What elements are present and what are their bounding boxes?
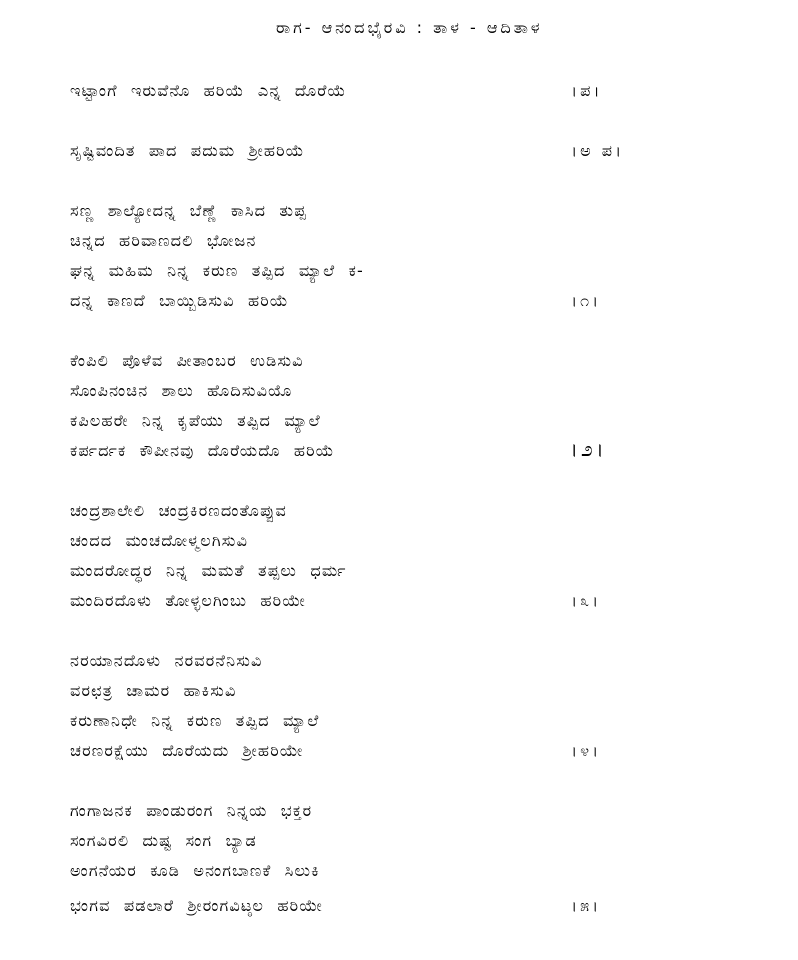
charana-2-line-3: ಕಪಿಲಹರೇ ನಿನ್ನ ಕೃಪೆಯು ತಪ್ಪಿದ ಮ್ಯಾಲೆ: [70, 411, 321, 430]
charana-5-line-1: ಗಂಗಾಜನಕ ಪಾಂಡುರಂಗ ನಿನ್ನಯ ಭಕ್ತರ: [70, 801, 313, 820]
charana-2-line-2: ಸೊಂಪಿನಂಚಿನ ಶಾಲು ಹೊದಿಸುವಿಯೊ: [70, 381, 293, 400]
charana-3-marker: ।೩।: [571, 591, 602, 610]
charana-2-line-4: ಕರ್ಪರ್ದಕ ಕೌಪೀನವು ದೊರೆಯದೊ ಹರಿಯೆ: [70, 441, 335, 460]
charana-4-marker: ।೪।: [571, 741, 602, 760]
charana-5-line-4: ಭಂಗವ ಪಡಲಾರೆ ಶ್ರೀರಂಗವಿಟ್ಠಲ ಹರಿಯೇ: [70, 896, 323, 915]
charana-3-line-4: ಮಂದಿರದೊಳು ತೋಳ್ಳಲಗಿಂಬು ಹರಿಯೇ: [70, 591, 306, 610]
anupallavi-line: ಸೃಷ್ಟಿವಂದಿತ ಪಾದ ಪದುಮ ಶ್ರೀಹರಿಯೆ: [70, 141, 305, 160]
charana-3-line-1: ಚಂದ್ರಶಾಲೇಲಿ ಚಂದ್ರಕಿರಣದಂತೊಪ್ಪುವ: [70, 501, 287, 520]
anupallavi-marker: ।ಅ ಪ।: [571, 141, 625, 160]
charana-4-line-2: ವರಛತ್ರ ಚಾಮರ ಹಾಕಿಸುವಿ: [70, 681, 237, 700]
charana-5-line-2: ಸಂಗವಿರಲಿ ದುಷ್ಟ ಸಂಗ ಬ್ಯಾಡ: [70, 831, 257, 850]
charana-3-line-3: ಮಂದರೋದ್ಧರ ನಿನ್ನ ಮಮತೆ ತಪ್ಪಲು ಧರ್ಮ: [70, 561, 347, 580]
charana-5-marker: ।೫।: [571, 896, 602, 915]
charana-1-line-4: ದನ್ನ ಕಾಣದೆ ಬಾಯ್ಬಿಡಿಸುವಿ ಹರಿಯೆ: [70, 291, 289, 310]
pallavi-line: ಇಟ್ಟಾಂಗೆ ಇರುವೆನೊ ಹರಿಯೆ ಎನ್ನ ದೊರೆಯೆ: [70, 81, 347, 100]
charana-2-marker: ।೨।: [570, 437, 607, 461]
charana-3-line-2: ಚಂದದ ಮಂಚದೋಳ್ಮಲಗಿಸುವಿ: [70, 531, 249, 550]
charana-4-line-1: ನರಯಾನದೊಳು ನರವರನೆನಿಸುವಿ: [70, 651, 263, 670]
charana-1-marker: ।೧।: [571, 291, 602, 310]
charana-1-line-1: ಸಣ್ಣ ಶಾಲ್ಯೋದನ್ನ ಬೆಣ್ಣೆ ಕಾಸಿದ ತುಪ್ಪ: [70, 201, 307, 220]
charana-1-line-3: ಘನ್ನ ಮಹಿಮ ನಿನ್ನ ಕರುಣ ತಪ್ಪಿದ ಮ್ಯಾಲೆ ಕ-: [70, 261, 365, 280]
raga-tala-heading: ರಾಗ- ಆನಂದಭೈರವಿ : ತಾಳ - ಆದಿತಾಳ: [276, 18, 543, 37]
charana-2-line-1: ಕೆಂಪಿಲಿ ಪೊಳೆವ ಪೀತಾಂಬರ ಉಡಿಸುವಿ: [70, 351, 304, 370]
charana-4-line-4: ಚರಣರಕ್ಷೆಯು ದೊರೆಯದು ಶ್ರೀಹರಿಯೇ: [70, 741, 304, 760]
charana-4-line-3: ಕರುಣಾನಿಧೇ ನಿನ್ನ ಕರುಣ ತಪ್ಪಿದ ಮ್ಯಾಲೆ: [70, 711, 320, 730]
pallavi-marker: ।ಪ।: [571, 81, 603, 100]
charana-5-line-3: ಅಂಗನೆಯರ ಕೂಡಿ ಅನಂಗಬಾಣಕೆ ಸಿಲುಕಿ: [70, 861, 320, 880]
charana-1-line-2: ಚಿನ್ನದ ಹರಿವಾಣದಲಿ ಭೋಜನ: [70, 231, 257, 250]
